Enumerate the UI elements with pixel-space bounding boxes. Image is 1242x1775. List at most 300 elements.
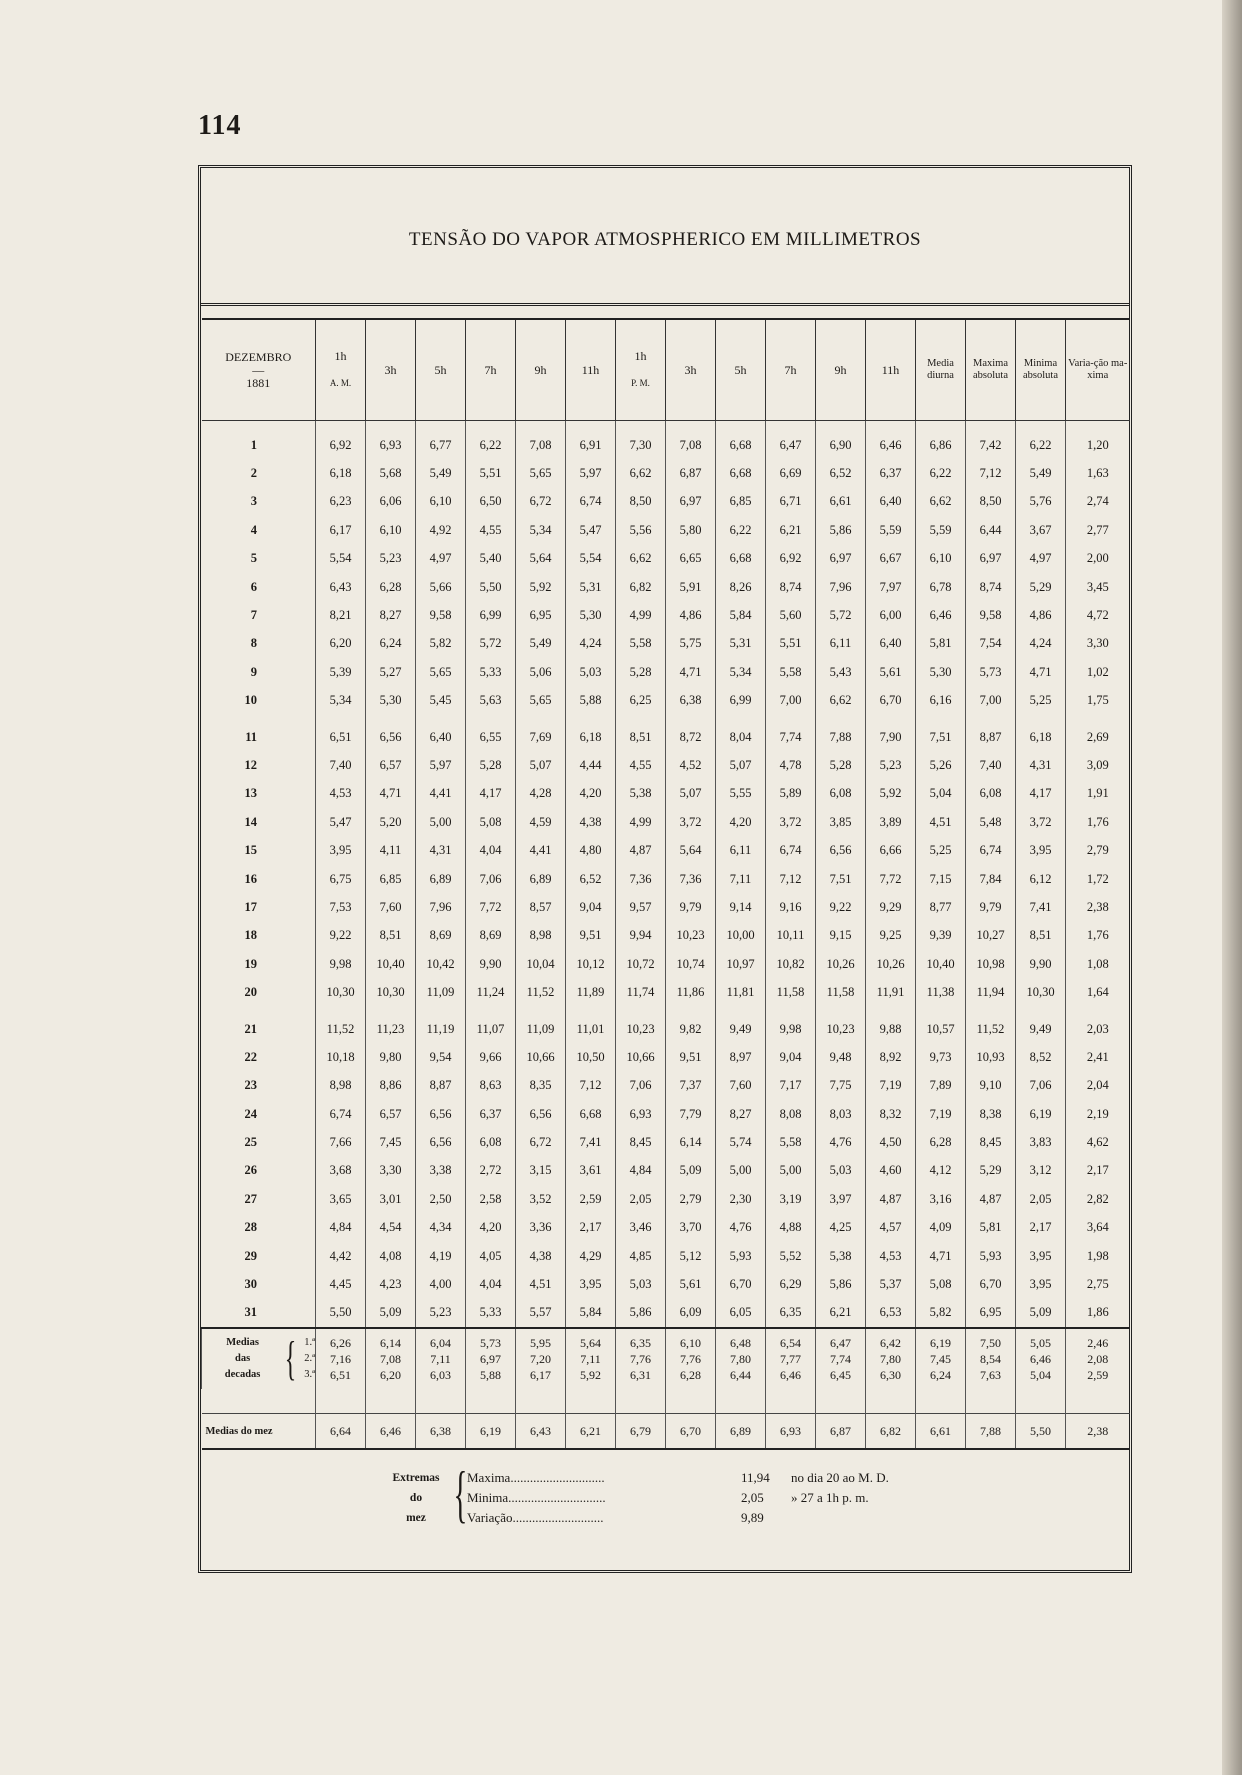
- day-number: 30: [244, 1277, 257, 1292]
- table-cell: 2,82: [1066, 1185, 1130, 1213]
- table-cell: 10,23: [616, 1015, 666, 1043]
- table-cell: 7,72: [466, 893, 516, 921]
- table-cell: 6,25: [616, 687, 666, 715]
- table-cell: 6,56: [816, 836, 866, 864]
- table-cell: 5,74: [716, 1128, 766, 1156]
- decade-mean-cell: 6,42 7,80 6,30: [866, 1328, 916, 1389]
- table-cell: 6,97: [816, 545, 866, 573]
- table-cell: 4,71: [1016, 658, 1066, 686]
- table-cell: 6,52: [816, 459, 866, 487]
- table-cell: 6,99: [466, 601, 516, 629]
- table-cell: 5,27: [366, 658, 416, 686]
- table-cell: 7,75: [816, 1072, 866, 1100]
- table-cell: 5,04: [916, 780, 966, 808]
- gap-cell: [566, 1389, 616, 1414]
- table-cell: 4,11: [366, 836, 416, 864]
- day-number: 7: [250, 608, 257, 623]
- header-hour-9pm: 9h: [816, 319, 866, 421]
- header-hour-5pm: 5h: [716, 319, 766, 421]
- table-cell: 9,39: [916, 922, 966, 950]
- table-cell: 4,87: [866, 1185, 916, 1213]
- table-cell: 4,71: [916, 1242, 966, 1270]
- table-cell: 6,22: [1016, 421, 1066, 460]
- table-cell: 5,63: [466, 687, 516, 715]
- table-cell: 5,45: [416, 687, 466, 715]
- table-cell: 11,38: [916, 978, 966, 1006]
- table-cell: 10,27: [966, 922, 1016, 950]
- table-cell: 5,51: [766, 630, 816, 658]
- table-cell: 6,21: [766, 516, 816, 544]
- header-hour-11am: 11h: [566, 319, 616, 421]
- day-number: 2: [250, 466, 257, 481]
- spacer-cell: [766, 715, 816, 723]
- table-cell: 6,86: [916, 421, 966, 460]
- table-cell: 5,07: [666, 780, 716, 808]
- month-mean-cell: 6,89: [716, 1414, 766, 1450]
- spacer-cell: [1016, 1007, 1066, 1015]
- table-cell: 4,87: [966, 1185, 1016, 1213]
- table-cell: 7,36: [666, 865, 716, 893]
- extreme-maxima-note: no dia 20 ao M. D.: [791, 1470, 889, 1485]
- table-cell: 10,66: [516, 1043, 566, 1071]
- table-row: [202, 836, 1130, 864]
- month-mean-cell: 6,21: [566, 1414, 616, 1450]
- table-cell: 4,97: [416, 545, 466, 573]
- gap-cell: [466, 1389, 516, 1414]
- table-row: [202, 808, 1130, 836]
- table-cell: 2,79: [1066, 836, 1130, 864]
- spacer-cell: [616, 1007, 666, 1015]
- table-cell: 5,93: [966, 1242, 1016, 1270]
- decade-mean-cell: 7,50 8,54 7,63: [966, 1328, 1016, 1389]
- table-cell: 5,65: [416, 658, 466, 686]
- table-cell: 4,12: [916, 1157, 966, 1185]
- header-hour-11pm: 11h: [866, 319, 916, 421]
- spacer-cell: [966, 715, 1016, 723]
- table-cell: 8,21: [316, 601, 366, 629]
- table-cell: 5,33: [466, 1299, 516, 1328]
- table-cell: 6,68: [716, 421, 766, 460]
- table-row: [202, 950, 1130, 978]
- table-row: [202, 1270, 1130, 1298]
- table-row: [202, 516, 1130, 544]
- table-cell: 2,75: [1066, 1270, 1130, 1298]
- table-cell: 7,42: [966, 421, 1016, 460]
- table-cell: 8,32: [866, 1100, 916, 1128]
- table-cell: 5,72: [816, 601, 866, 629]
- table-cell: 4,71: [666, 658, 716, 686]
- table-cell: 5,33: [466, 658, 516, 686]
- table-cell: 4,20: [566, 780, 616, 808]
- table-cell: 6,18: [566, 723, 616, 751]
- table-cell: 6,23: [316, 488, 366, 516]
- table-cell: 2,69: [1066, 723, 1130, 751]
- extremes-list: [467, 1468, 606, 1528]
- table-cell: 9,80: [366, 1043, 416, 1071]
- table-cell: 5,64: [516, 545, 566, 573]
- day-number: 21: [244, 1021, 257, 1036]
- table-cell: 1,76: [1066, 922, 1130, 950]
- table-cell: 8,03: [816, 1100, 866, 1128]
- table-cell: 6,52: [566, 865, 616, 893]
- table-cell: 3,97: [816, 1185, 866, 1213]
- table-body: [202, 421, 1130, 1450]
- table-cell: 5,88: [566, 687, 616, 715]
- table-cell: 11,89: [566, 978, 616, 1006]
- table-cell: 4,59: [516, 808, 566, 836]
- table-cell: 6,51: [316, 723, 366, 751]
- spacer-cell: [666, 715, 716, 723]
- gap-cell: [716, 1389, 766, 1414]
- table-cell: 10,40: [916, 950, 966, 978]
- table-cell: 4,51: [916, 808, 966, 836]
- table-cell: 2,03: [1066, 1015, 1130, 1043]
- table-cell: 4,84: [316, 1214, 366, 1242]
- spacer-cell: [866, 715, 916, 723]
- table-cell: 4,41: [416, 780, 466, 808]
- table-cell: 8,97: [716, 1043, 766, 1071]
- table-cell: 9,88: [866, 1015, 916, 1043]
- table-cell: 11,23: [366, 1015, 416, 1043]
- table-cell: 2,30: [716, 1185, 766, 1213]
- table-cell: 6,22: [916, 459, 966, 487]
- table-cell: 9,82: [666, 1015, 716, 1043]
- table-cell: 9,54: [416, 1043, 466, 1071]
- spacer-cell: [466, 715, 516, 723]
- day-number: 31: [244, 1305, 257, 1320]
- table-cell: 4,29: [566, 1242, 616, 1270]
- table-cell: 9,51: [666, 1043, 716, 1071]
- decade-mean-cell: 2,46 2,08 2,59: [1066, 1328, 1130, 1389]
- spacer-cell: [616, 715, 666, 723]
- table-cell: 6,70: [716, 1270, 766, 1298]
- day-number: 23: [244, 1078, 257, 1093]
- table-cell: 9,58: [416, 601, 466, 629]
- table-cell: 6,74: [566, 488, 616, 516]
- table-cell: 8,72: [666, 723, 716, 751]
- table-cell: 5,25: [916, 836, 966, 864]
- table-cell: 1,76: [1066, 808, 1130, 836]
- table-cell: 6,29: [766, 1270, 816, 1298]
- table-cell: 8,69: [466, 922, 516, 950]
- table-cell: 11,94: [966, 978, 1016, 1006]
- table-cell: 7,41: [566, 1128, 616, 1156]
- table-cell: 10,93: [966, 1043, 1016, 1071]
- title-box: [201, 168, 1129, 306]
- table-cell: 6,40: [866, 488, 916, 516]
- table-cell: 5,23: [416, 1299, 466, 1328]
- table-cell: 5,47: [566, 516, 616, 544]
- table-cell: 1,86: [1066, 1299, 1130, 1328]
- gap-cell: [966, 1389, 1016, 1414]
- table-cell: 8,98: [316, 1072, 366, 1100]
- table-cell: 8,35: [516, 1072, 566, 1100]
- table-cell: 5,97: [566, 459, 616, 487]
- spacer-cell: [1066, 715, 1130, 723]
- table-cell: 5,00: [416, 808, 466, 836]
- table-cell: 8,63: [466, 1072, 516, 1100]
- table-cell: 7,41: [1016, 893, 1066, 921]
- table-cell: 6,56: [366, 723, 416, 751]
- table-cell: 2,41: [1066, 1043, 1130, 1071]
- table-cell: 8,08: [766, 1100, 816, 1128]
- table-cell: 5,50: [316, 1299, 366, 1328]
- table-cell: 5,50: [466, 573, 516, 601]
- table-cell: 3,30: [1066, 630, 1130, 658]
- table-cell: 5,07: [516, 751, 566, 779]
- table-cell: 9,14: [716, 893, 766, 921]
- table-cell: 9,79: [966, 893, 1016, 921]
- spacer-cell: [516, 1007, 566, 1015]
- table-cell: 9,73: [916, 1043, 966, 1071]
- table-cell: 6,16: [916, 687, 966, 715]
- extreme-minima-label: Minima..............................: [467, 1490, 606, 1505]
- table-cell: 5,76: [1016, 488, 1066, 516]
- table-cell: 6,66: [866, 836, 916, 864]
- table-cell: 5,59: [916, 516, 966, 544]
- page-number: 114: [198, 110, 242, 141]
- table-cell: 10,11: [766, 922, 816, 950]
- table-cell: 6,85: [366, 865, 416, 893]
- table-row: [202, 978, 1130, 1006]
- table-cell: 7,72: [866, 865, 916, 893]
- table-cell: 6,74: [966, 836, 1016, 864]
- table-cell: 4,53: [316, 780, 366, 808]
- table-cell: 1,20: [1066, 421, 1130, 460]
- gap-cell: [766, 1389, 816, 1414]
- table-cell: 9,79: [666, 893, 716, 921]
- table-row: [202, 545, 1130, 573]
- day-number: 12: [244, 757, 257, 772]
- table-cell: 5,48: [966, 808, 1016, 836]
- table-cell: 10,82: [766, 950, 816, 978]
- gap-cell: [516, 1389, 566, 1414]
- decade-mean-cell: 6,14 7,08 6,20: [366, 1328, 416, 1389]
- table-cell: 6,90: [816, 421, 866, 460]
- spacer-cell: [916, 1007, 966, 1015]
- table-cell: 7,08: [666, 421, 716, 460]
- spacer-cell: [316, 715, 366, 723]
- table-cell: 5,03: [816, 1157, 866, 1185]
- table-cell: 8,51: [366, 922, 416, 950]
- month-mean-cell: 6,19: [466, 1414, 516, 1450]
- table-row: [202, 1128, 1130, 1156]
- table-cell: 5,38: [616, 780, 666, 808]
- table-cell: 6,56: [516, 1100, 566, 1128]
- table-cell: 5,81: [966, 1214, 1016, 1242]
- day-number: 29: [244, 1248, 257, 1263]
- table-cell: 5,80: [666, 516, 716, 544]
- table-cell: 11,07: [466, 1015, 516, 1043]
- table-cell: 4,57: [866, 1214, 916, 1242]
- table-cell: 5,09: [1016, 1299, 1066, 1328]
- table-cell: 5,30: [916, 658, 966, 686]
- table-cell: 5,34: [516, 516, 566, 544]
- table-cell: 9,04: [766, 1043, 816, 1071]
- table-cell: 8,87: [416, 1072, 466, 1100]
- decade-mean-cell: 6,47 7,74 6,45: [816, 1328, 866, 1389]
- table-row: [202, 488, 1130, 516]
- table-cell: 8,77: [916, 893, 966, 921]
- table-cell: 3,72: [666, 808, 716, 836]
- table-cell: 4,85: [616, 1242, 666, 1270]
- table-cell: 5,60: [766, 601, 816, 629]
- table-cell: 6,21: [816, 1299, 866, 1328]
- table-row: [202, 893, 1130, 921]
- table-cell: 6,40: [866, 630, 916, 658]
- decade-mean-cell: 6,26 7,16 6,51: [316, 1328, 366, 1389]
- month-mean-cell: 5,50: [1016, 1414, 1066, 1450]
- table-cell: 5,09: [366, 1299, 416, 1328]
- gap-cell: [366, 1389, 416, 1414]
- table-cell: 5,82: [916, 1299, 966, 1328]
- spacer-cell: [466, 1007, 516, 1015]
- header-hour-3pm: 3h: [666, 319, 716, 421]
- spacer-cell: [1066, 1007, 1130, 1015]
- table-cell: 5,06: [516, 658, 566, 686]
- table-cell: 6,10: [366, 516, 416, 544]
- table-cell: 7,88: [816, 723, 866, 751]
- table-row: [202, 723, 1130, 751]
- table-cell: 4,25: [816, 1214, 866, 1242]
- table-cell: 7,79: [666, 1100, 716, 1128]
- table-frame: [198, 165, 1132, 1573]
- table-cell: 10,30: [1016, 978, 1066, 1006]
- table-cell: 3,36: [516, 1214, 566, 1242]
- table-cell: 4,20: [716, 808, 766, 836]
- day-number: 20: [244, 985, 257, 1000]
- table-cell: 7,90: [866, 723, 916, 751]
- table-cell: 3,72: [1016, 808, 1066, 836]
- table-cell: 6,09: [666, 1299, 716, 1328]
- table-cell: 3,64: [1066, 1214, 1130, 1242]
- table-cell: 4,55: [616, 751, 666, 779]
- table-cell: 2,05: [616, 1185, 666, 1213]
- table-cell: 11,52: [516, 978, 566, 1006]
- spacer-cell: [416, 1007, 466, 1015]
- table-cell: 6,97: [966, 545, 1016, 573]
- table-row: [202, 459, 1130, 487]
- spacer-cell: [716, 1007, 766, 1015]
- month-mean-cell: 6,61: [916, 1414, 966, 1450]
- day-number: 6: [250, 579, 257, 594]
- table-cell: 6,93: [366, 421, 416, 460]
- day-number: 13: [244, 786, 257, 801]
- table-cell: 6,72: [516, 1128, 566, 1156]
- table-cell: 5,84: [566, 1299, 616, 1328]
- gap-cell: [202, 1389, 316, 1414]
- table-cell: 6,37: [866, 459, 916, 487]
- table-cell: 3,45: [1066, 573, 1130, 601]
- table-cell: 8,45: [616, 1128, 666, 1156]
- table-cell: 4,38: [566, 808, 616, 836]
- table-cell: 6,46: [866, 421, 916, 460]
- table-cell: 6,62: [816, 687, 866, 715]
- table-cell: 5,66: [416, 573, 466, 601]
- day-number: 14: [244, 814, 257, 829]
- table-cell: 5,28: [616, 658, 666, 686]
- table-cell: 11,58: [816, 978, 866, 1006]
- table-cell: 7,19: [866, 1072, 916, 1100]
- table-cell: 4,04: [466, 836, 516, 864]
- table-cell: 6,74: [316, 1100, 366, 1128]
- table-cell: 5,37: [866, 1270, 916, 1298]
- table-cell: 10,12: [566, 950, 616, 978]
- table-cell: 6,11: [716, 836, 766, 864]
- table-row: [202, 751, 1130, 779]
- extreme-variacao-label: Variação............................: [467, 1510, 604, 1525]
- gap-cell: [1066, 1389, 1130, 1414]
- table-cell: 5,84: [716, 601, 766, 629]
- table-cell: 6,18: [1016, 723, 1066, 751]
- table-cell: 5,29: [966, 1157, 1016, 1185]
- table-cell: 6,97: [666, 488, 716, 516]
- month-mean-cell: 6,79: [616, 1414, 666, 1450]
- table-cell: 4,87: [616, 836, 666, 864]
- table-cell: 8,74: [766, 573, 816, 601]
- table-cell: 5,20: [366, 808, 416, 836]
- table-cell: 7,17: [766, 1072, 816, 1100]
- gap-cell: [866, 1389, 916, 1414]
- table-cell: 7,60: [716, 1072, 766, 1100]
- decade-spacer: [202, 1007, 1130, 1015]
- table-cell: 6,53: [866, 1299, 916, 1328]
- decade-mean-cell: 5,95 7,20 6,17: [516, 1328, 566, 1389]
- table-cell: 6,00: [866, 601, 916, 629]
- table-cell: 6,62: [916, 488, 966, 516]
- month-mean-cell: 6,82: [866, 1414, 916, 1450]
- table-cell: 4,44: [566, 751, 616, 779]
- table-cell: 6,05: [716, 1299, 766, 1328]
- table-cell: 7,00: [966, 687, 1016, 715]
- table-row: [202, 1185, 1130, 1213]
- table-cell: 5,47: [316, 808, 366, 836]
- day-number: 18: [244, 928, 257, 943]
- table-cell: 6,70: [866, 687, 916, 715]
- table-cell: 5,64: [666, 836, 716, 864]
- table-cell: 9,51: [566, 922, 616, 950]
- table-cell: 6,78: [916, 573, 966, 601]
- table-cell: 6,93: [616, 1100, 666, 1128]
- header-month: DEZEMBRO — 1881: [202, 319, 316, 421]
- table-cell: 6,08: [466, 1128, 516, 1156]
- table-cell: 10,72: [616, 950, 666, 978]
- table-cell: 6,55: [466, 723, 516, 751]
- table-row: [202, 780, 1130, 808]
- table-cell: 11,74: [616, 978, 666, 1006]
- header-hour-1pm: 1h P. M.: [616, 319, 666, 421]
- table-cell: 5,39: [316, 658, 366, 686]
- table-cell: 8,92: [866, 1043, 916, 1071]
- table-cell: 11,86: [666, 978, 716, 1006]
- table-cell: 2,04: [1066, 1072, 1130, 1100]
- table-cell: 4,17: [466, 780, 516, 808]
- spacer-cell: [816, 715, 866, 723]
- table-cell: 6,89: [416, 865, 466, 893]
- table-row: [202, 421, 1130, 460]
- day-number: 3: [250, 494, 257, 509]
- table-cell: 10,18: [316, 1043, 366, 1071]
- table-cell: 6,10: [916, 545, 966, 573]
- table-cell: 10,42: [416, 950, 466, 978]
- gap-cell: [666, 1389, 716, 1414]
- table-cell: 6,77: [416, 421, 466, 460]
- spacer-cell: [916, 715, 966, 723]
- table-cell: 1,63: [1066, 459, 1130, 487]
- table-cell: 3,46: [616, 1214, 666, 1242]
- table-cell: 7,12: [966, 459, 1016, 487]
- table-cell: 6,06: [366, 488, 416, 516]
